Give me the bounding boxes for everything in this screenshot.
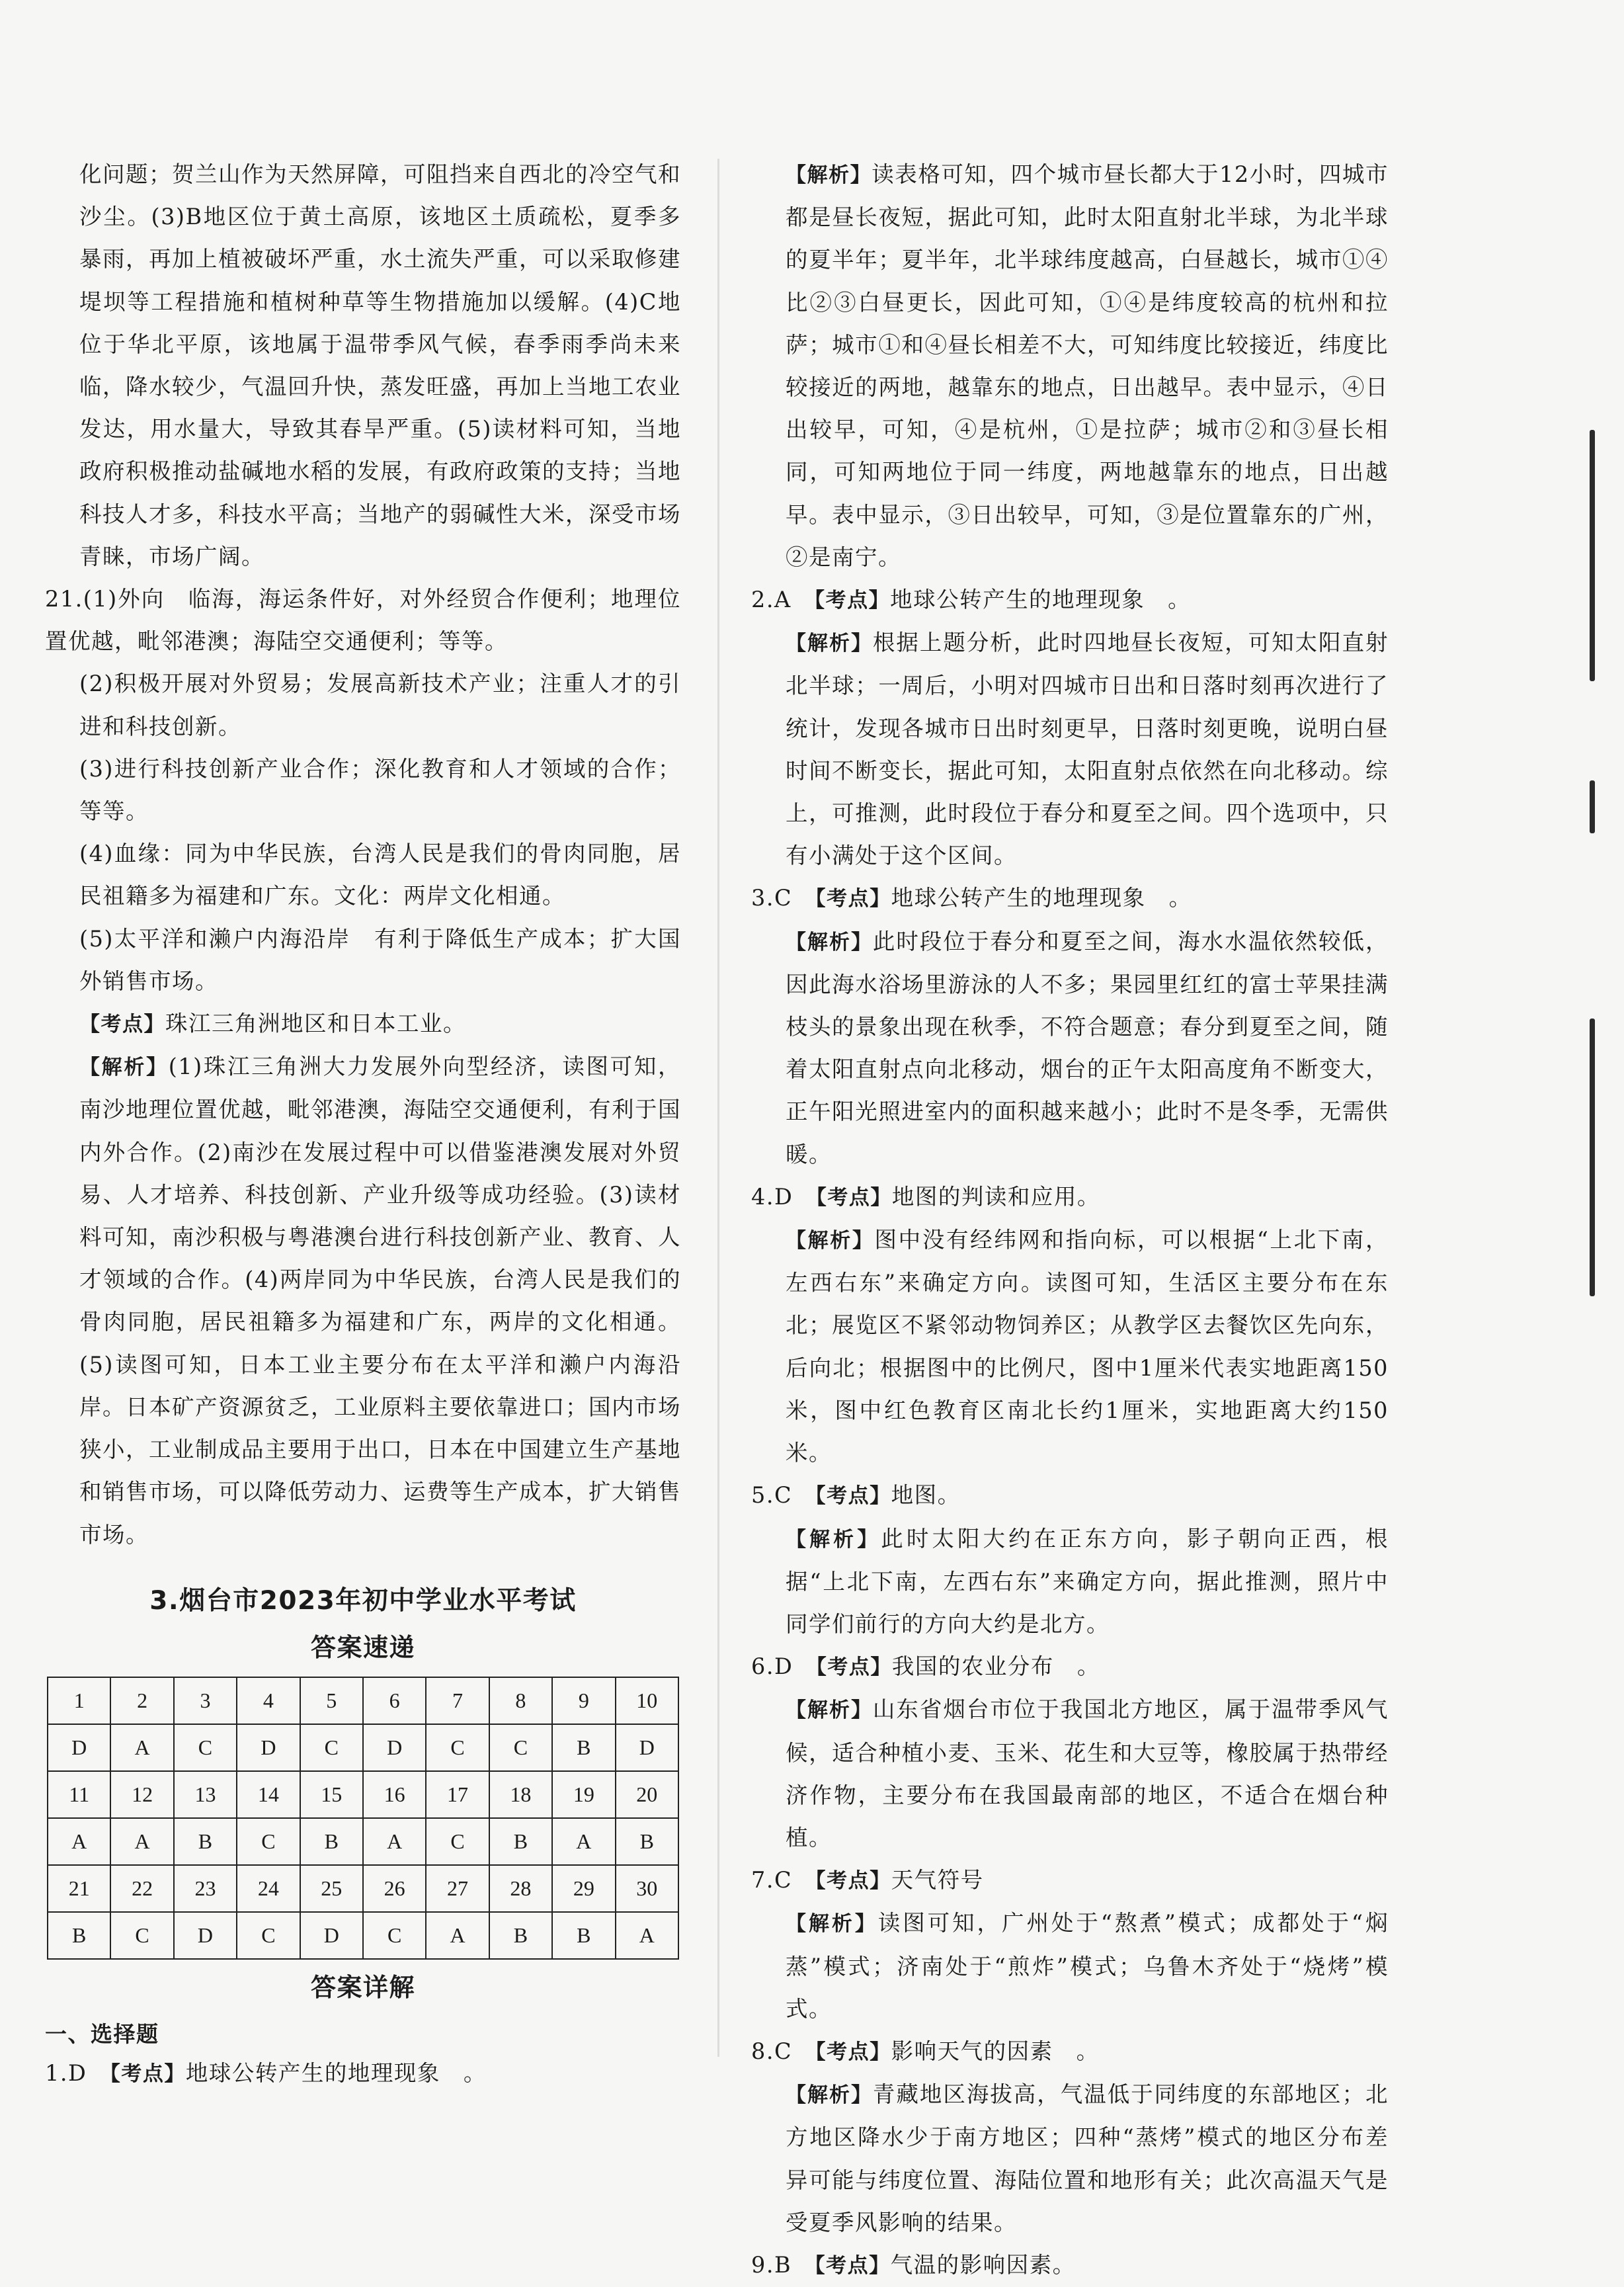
table-cell: B bbox=[489, 1818, 552, 1865]
table-cell: D bbox=[237, 1724, 300, 1771]
answer-21-part5: (5)太平洋和濑户内海沿岸 有利于降低生产成本；扩大国外销售市场。 bbox=[79, 925, 681, 994]
table-cell: B bbox=[616, 1818, 678, 1865]
table-row bbox=[48, 1724, 678, 1771]
question-number: 8.C bbox=[751, 2038, 793, 2064]
jiexi-4 bbox=[751, 1219, 1389, 1474]
exam-title: 3.烟台市2023年初中学业水平考试 bbox=[149, 1585, 577, 1616]
page-fold-line bbox=[717, 159, 719, 2057]
jiexi-text: 此时段位于春分和夏至之间，海水水温依然较低，因此海水浴场里游泳的人不多；果园里红红的富士苹果挂满枝头的景象出现在秋季，不符合题意；春分到夏至之间，随着太阳直射点向北移动，烟台的正午太阳高度角不断变大，正午阳光照进室内的面积越来越小；此时不是冬季，无需供暖。 bbox=[786, 928, 1389, 1167]
jiexi-6 bbox=[751, 1688, 1389, 1859]
answer-3-kaodian bbox=[751, 877, 1389, 920]
answer-6-kaodian bbox=[751, 1645, 1389, 1688]
answer-8-kaodian bbox=[751, 2030, 1389, 2073]
table-cell: 8 bbox=[489, 1677, 552, 1724]
answer-21-part2: (2)积极开展对外贸易；发展高新技术产业；注重人才的引进和科技创新。 bbox=[79, 671, 681, 739]
kaodian-text: 我国的农业分布 。 bbox=[891, 1653, 1100, 1680]
kaodian-text: 天气符号 bbox=[891, 1867, 984, 1893]
jiexi-text: 此时太阳大约在正东方向，影子朝向正西，根据“上北下南，左西右东”来确定方向，据此推测，照片中同学们前行的方向大约是北方。 bbox=[786, 1525, 1389, 1637]
jiexi-label: 【解析】 bbox=[786, 1229, 875, 1253]
table-row bbox=[48, 1865, 678, 1912]
table-cell: 20 bbox=[616, 1771, 678, 1818]
table-cell: 16 bbox=[363, 1771, 426, 1818]
jiexi-label: 【解析】 bbox=[79, 1056, 169, 1080]
jiexi-21 bbox=[45, 1046, 681, 1556]
question-number: 6.D bbox=[751, 1653, 793, 1680]
jiexi-text: 青藏地区海拔高，气温低于同纬度的东部地区；北方地区降水少于南方地区；四种“蒸烤”模式的地区分布差异可能与纬度位置、海陆位置和地形有关；此次高温天气是受夏季风影响的结果。 bbox=[786, 2081, 1389, 2235]
question-number: 4.D bbox=[751, 1183, 793, 1210]
question-number: 5.C bbox=[751, 1482, 793, 1509]
jiexi-7 bbox=[751, 1902, 1389, 2030]
jiexi-text: (1)珠江三角洲大力发展外向型经济，读图可知，南沙地理位置优越，毗邻港澳，海陆空交通便利，有利于国内外合作。(2)南沙在发展过程中可以借鉴港澳发展对外贸易、人才培养、科技创新、产业升级等成功经验。(3)读材料可知，南沙积极与粤港澳台进行科技创新产业、教育、人才领域的合作。(4)两岸同为中华民族，台湾人民是我们的骨肉同胞，居民祖籍多为福建和广东，两岸的文化相通。(5)读图可知，日本工业主要分布在太平洋和濑户内海沿岸。日本矿产资源贫乏，工业原料主要依靠进口；国内市场狭小，工业制成品主要用于出口，日本在中国建立生产基地和销售市场，可以降低劳动力、运费等生产成本，扩大销售市场。 bbox=[79, 1054, 682, 1548]
jiexi-text: 读表格可知，四个城市昼长都大于12小时，四城市都是昼长夜短，据此可知，此时太阳直射北半球，为北半球的夏半年；夏半年，北半球纬度越高，白昼越长，城市①④比②③白昼更长，因此可知，①④是纬度较高的杭州和拉萨；城市①和④昼长相差不大，可知纬度比较接近，纬度比较接近的两地，越靠东的地点，日出越早。表中显示，④日出较早，可知，④是杭州，①是拉萨；城市②和③昼长相同，可知两地位于同一纬度，两地越靠东的地点，日出越早。表中显示，③日出较早，可知，③是位置靠东的广州，②是南宁。 bbox=[786, 161, 1389, 570]
answer-21-part4: (4)血缘：同为中华民族，台湾人民是我们的骨肉同胞，居民祖籍多为福建和广东。文化：两岸文化相通。 bbox=[79, 841, 681, 909]
table-cell: 5 bbox=[300, 1677, 363, 1724]
kaodian-text: 地图。 bbox=[891, 1482, 961, 1509]
kaodian-text: 地球公转产生的地理现象 。 bbox=[890, 587, 1192, 613]
kaodian-label: 【考点】 bbox=[814, 589, 891, 613]
table-cell: C bbox=[363, 1912, 426, 1959]
table-cell: 29 bbox=[552, 1865, 615, 1912]
table-cell: 24 bbox=[237, 1865, 300, 1912]
table-cell: 22 bbox=[110, 1865, 173, 1912]
kaodian-text: 地球公转产生的地理现象 。 bbox=[185, 2059, 487, 2086]
jiexi-5 bbox=[751, 1518, 1389, 1646]
jiexi-label: 【解析】 bbox=[786, 163, 872, 187]
table-cell: D bbox=[363, 1724, 426, 1771]
scan-edge-mark bbox=[1590, 780, 1595, 833]
jiexi-3 bbox=[751, 921, 1389, 1176]
table-cell: A bbox=[616, 1912, 678, 1959]
kaodian-label: 【考点】 bbox=[110, 2061, 186, 2086]
table-cell: C bbox=[237, 1818, 300, 1865]
table-row bbox=[48, 1912, 678, 1959]
table-cell: 4 bbox=[237, 1677, 300, 1724]
table-cell: 3 bbox=[174, 1677, 237, 1724]
table-cell: 13 bbox=[174, 1771, 237, 1818]
table-cell: 7 bbox=[426, 1677, 489, 1724]
table-cell: 15 bbox=[300, 1771, 363, 1818]
question-number: 1.D bbox=[45, 2059, 87, 2086]
kaodian-text: 地图的判读和应用。 bbox=[891, 1183, 1100, 1210]
answer-21-part3: (3)进行科技创新产业合作；深化教育和人才领域的合作；等等。 bbox=[79, 755, 681, 825]
table-cell: C bbox=[110, 1912, 173, 1959]
answer-paragraph-20-continued: 化问题；贺兰山作为天然屏障，可阻挡来自西北的冷空气和沙尘。(3)B地区位于黄土高原，该地区土质疏松，夏季多暴雨，再加上植被破坏严重，水土流失严重，可以采取修建堤坝等工程措施和植树种草等生物措施加以缓解。(4)C地位于华北平原，该地属于温带季风气候，春季雨季尚未来临，降水较少，气温回升快，蒸发旺盛，再加上当地工农业发达，用水量大，导致其春旱严重。(5)读材料可知，当地政府积极推动盐碱地水稻的发展，有政府政策的支持；当地科技人才多，科技水平高；当地产的弱碱性大米，深受市场青睐，市场广阔。 bbox=[79, 161, 681, 569]
kaodian-text: 气温的影响因素。 bbox=[890, 2251, 1076, 2278]
table-cell: C bbox=[489, 1724, 552, 1771]
table-cell: B bbox=[552, 1724, 615, 1771]
table-cell: C bbox=[426, 1724, 489, 1771]
answer-5-kaodian bbox=[751, 1474, 1389, 1517]
table-cell: D bbox=[300, 1912, 363, 1959]
kaodian-text: 地球公转产生的地理现象 。 bbox=[891, 885, 1192, 911]
table-cell: C bbox=[237, 1912, 300, 1959]
table-cell: B bbox=[48, 1912, 110, 1959]
jiexi-text: 根据上题分析，此时四地昼长夜短，可知太阳直射北半球；一周后，小明对四城市日出和日落时刻再次进行了统计，发现各城市日出时刻更早，日落时刻更晚，说明白昼时间不断变长，据此可知，太阳直射点依然在向北移动。综上，可推测，此时段位于春分和夏至之间。四个选项中，只有小满处于这个区间。 bbox=[786, 630, 1389, 869]
table-cell: 21 bbox=[48, 1865, 110, 1912]
answer-4-kaodian bbox=[751, 1176, 1389, 1219]
answer-2-kaodian bbox=[751, 579, 1389, 622]
table-cell: A bbox=[426, 1912, 489, 1959]
jiexi-text: 图中没有经纬网和指向标，可以根据“上北下南，左西右东”来确定方向。读图可知，生活区主要分布在东北；展览区不紧邻动物饲养区；从教学区去餐饮区先向东，后向北；根据图中的比例尺，图中1厘米代表实地距离150米，图中红色教育区南北长约1厘米，实地距离大约150米。 bbox=[786, 1227, 1389, 1466]
jiexi-label: 【解析】 bbox=[786, 930, 873, 954]
table-cell: 27 bbox=[426, 1865, 489, 1912]
scan-edge-mark bbox=[1590, 430, 1595, 681]
left-column bbox=[45, 153, 681, 2095]
section-multiple-choice: 一、选择题 bbox=[45, 2020, 159, 2047]
kaodian-label: 【考点】 bbox=[815, 887, 891, 911]
question-number: 7.C bbox=[751, 1867, 793, 1893]
table-cell: 18 bbox=[489, 1771, 552, 1818]
table-cell: 9 bbox=[552, 1677, 615, 1724]
scan-edge-mark bbox=[1590, 1019, 1595, 1296]
kaodian-label: 【考点】 bbox=[815, 2040, 891, 2064]
table-cell: 14 bbox=[237, 1771, 300, 1818]
table-cell: 28 bbox=[489, 1865, 552, 1912]
table-cell: B bbox=[552, 1912, 615, 1959]
kaodian-text: 影响天气的因素 。 bbox=[891, 2038, 1100, 2064]
kaodian-21 bbox=[45, 1003, 681, 1046]
table-cell: 23 bbox=[174, 1865, 237, 1912]
jiexi-text: 读图可知，广州处于“熬煮”模式；成都处于“焖蒸”模式；济南处于“煎炸”模式；乌鲁木齐处于“烧烤”模式。 bbox=[786, 1910, 1389, 2022]
jiexi-text: 山东省烟台市位于我国北方地区，属于温带季风气候，适合种植小麦、玉米、花生和大豆等，橡胶属于热带经济作物，主要分布在我国最南部的地区，不适合在烟台种植。 bbox=[786, 1696, 1389, 1850]
answer-21-part1: 21.(1)外向 临海，海运条件好，对外经贸合作便利；地理位置优越，毗邻港澳；海陆空交通便利；等等。 bbox=[45, 586, 681, 655]
answer-7-kaodian bbox=[751, 1859, 1389, 1902]
table-cell: 26 bbox=[363, 1865, 426, 1912]
table-cell: A bbox=[110, 1724, 173, 1771]
table-cell: B bbox=[489, 1912, 552, 1959]
answer-1-kaodian bbox=[45, 2052, 681, 2095]
table-cell: B bbox=[300, 1818, 363, 1865]
answer-detail-heading: 答案详解 bbox=[310, 1972, 415, 2002]
table-cell: C bbox=[300, 1724, 363, 1771]
kaodian-label: 【考点】 bbox=[816, 1185, 892, 1210]
kaodian-label: 【考点】 bbox=[79, 1013, 165, 1037]
answer-quick-heading: 答案速递 bbox=[310, 1632, 415, 1662]
table-cell: 12 bbox=[110, 1771, 173, 1818]
answer-9-kaodian bbox=[751, 2244, 1389, 2287]
table-cell: C bbox=[426, 1818, 489, 1865]
answer-table bbox=[47, 1677, 679, 1960]
jiexi-2 bbox=[751, 622, 1389, 877]
table-row bbox=[48, 1771, 678, 1818]
table-cell: 25 bbox=[300, 1865, 363, 1912]
table-row bbox=[48, 1677, 678, 1724]
table-cell: A bbox=[48, 1818, 110, 1865]
jiexi-label: 【解析】 bbox=[786, 1698, 873, 1723]
table-cell: 2 bbox=[110, 1677, 173, 1724]
jiexi-label: 【解析】 bbox=[786, 1912, 878, 1936]
table-cell: C bbox=[174, 1724, 237, 1771]
jiexi-label: 【解析】 bbox=[786, 632, 873, 656]
table-cell: A bbox=[110, 1818, 173, 1865]
table-cell: 11 bbox=[48, 1771, 110, 1818]
table-cell: A bbox=[552, 1818, 615, 1865]
kaodian-label: 【考点】 bbox=[815, 2253, 891, 2278]
table-cell: 30 bbox=[616, 1865, 678, 1912]
table-cell: A bbox=[363, 1818, 426, 1865]
right-column bbox=[751, 153, 1389, 2287]
jiexi-label: 【解析】 bbox=[786, 1527, 881, 1552]
table-cell: 19 bbox=[552, 1771, 615, 1818]
table-cell: 10 bbox=[616, 1677, 678, 1724]
table-cell: D bbox=[174, 1912, 237, 1959]
table-cell: D bbox=[48, 1724, 110, 1771]
kaodian-label: 【考点】 bbox=[815, 1869, 891, 1893]
kaodian-label: 【考点】 bbox=[816, 1655, 892, 1680]
jiexi-1 bbox=[751, 153, 1389, 579]
kaodian-label: 【考点】 bbox=[815, 1484, 891, 1509]
question-number: 9.B bbox=[751, 2251, 792, 2278]
table-cell: B bbox=[174, 1818, 237, 1865]
question-number: 3.C bbox=[751, 885, 793, 911]
jiexi-8 bbox=[751, 2073, 1389, 2244]
table-cell: 6 bbox=[363, 1677, 426, 1724]
question-number: 2.A bbox=[751, 587, 792, 613]
kaodian-text: 珠江三角洲地区和日本工业。 bbox=[165, 1011, 466, 1037]
table-cell: D bbox=[616, 1724, 678, 1771]
table-cell: 1 bbox=[48, 1677, 110, 1724]
table-cell: 17 bbox=[426, 1771, 489, 1818]
jiexi-label: 【解析】 bbox=[786, 2083, 873, 2108]
table-row bbox=[48, 1818, 678, 1865]
